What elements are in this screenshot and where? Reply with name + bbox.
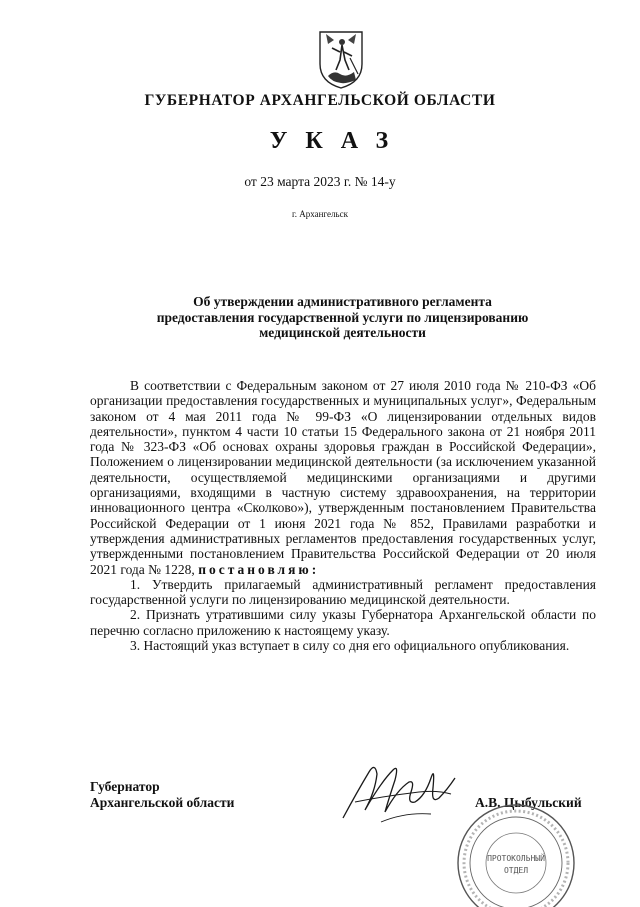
stamp-center-line-2: ОТДЕЛ <box>503 866 529 875</box>
stamp-center-line-1: ПРОТОКОЛЬНЫЙ <box>487 854 545 863</box>
signatory-position <box>90 779 234 811</box>
decree-city: г. Архангельск <box>292 209 348 219</box>
item-1: 1. Утвердить прилагаемый административный регламент предоставления государственной услуги по лицензированию медицинской деятельности. <box>90 576 596 608</box>
decree-body <box>90 378 596 653</box>
title-line-3: медицинской деятельности <box>259 325 426 340</box>
governor-title: ГУБЕРНАТОР АРХАНГЕЛЬСКОЙ ОБЛАСТИ <box>144 92 496 109</box>
item-2: 2. Признать утратившими силу указы Губернатора Архангельской области по перечню согласно приложению к настоящему указу. <box>90 607 596 638</box>
arkhangelsk-coat-of-arms-icon <box>318 30 364 90</box>
decree-title <box>90 294 595 341</box>
signatory-name: А.В. Цыбульский <box>475 795 582 810</box>
decree-colon: : <box>311 561 317 577</box>
decree-date-number: от 23 марта 2023 г. № 14-у <box>244 174 396 189</box>
item-3: 3. Настоящий указ вступает в силу со дня его официального опубликования. <box>130 638 570 654</box>
handwritten-signature <box>335 752 465 830</box>
decree-word: постановляю <box>198 561 312 577</box>
preamble-text: В соответствии с Федеральным законом от 27 июля 2010 года № 210-ФЗ «Об организации предоставления государственных и муниципальных услуг», Федеральным законом от 4 мая 2011 года № 99-ФЗ «О лицензировании отдельных видов деятельности», пунктом 4 части 10 статьи 15 Федерального закона от 21 ноября 2011 года № 323-ФЗ «Об основах охраны здоровья граждан в Российской Федерации», Положением о лицензировании медицинской деятельности (за исключением указанной деятельности, осуществляемой медицинскими организациями и другими организациями, входящими в частную систему здравоохранения, на территории инновационного центра «Сколково»), утвержденным постановлением Правительства Российской Федерации от 1 июня 2021 года № 852, Правилами разработки и утверждения административных регламентов предоставления государственных услуг, утвержденными постановлением Правительства Российской Федерации от 20 июля 2021 года № 1228, <box>90 378 596 577</box>
protocol-department-stamp <box>450 795 580 907</box>
preamble-paragraph <box>90 378 596 577</box>
title-line-2: предоставления государственной услуги по лицензированию <box>156 309 529 325</box>
document-type: УКАЗ <box>269 128 407 154</box>
position-line-1: Губернатор <box>90 779 160 794</box>
title-line-1: Об утверждении административного регламента <box>193 294 492 309</box>
position-line-2: Архангельской области <box>90 795 235 810</box>
